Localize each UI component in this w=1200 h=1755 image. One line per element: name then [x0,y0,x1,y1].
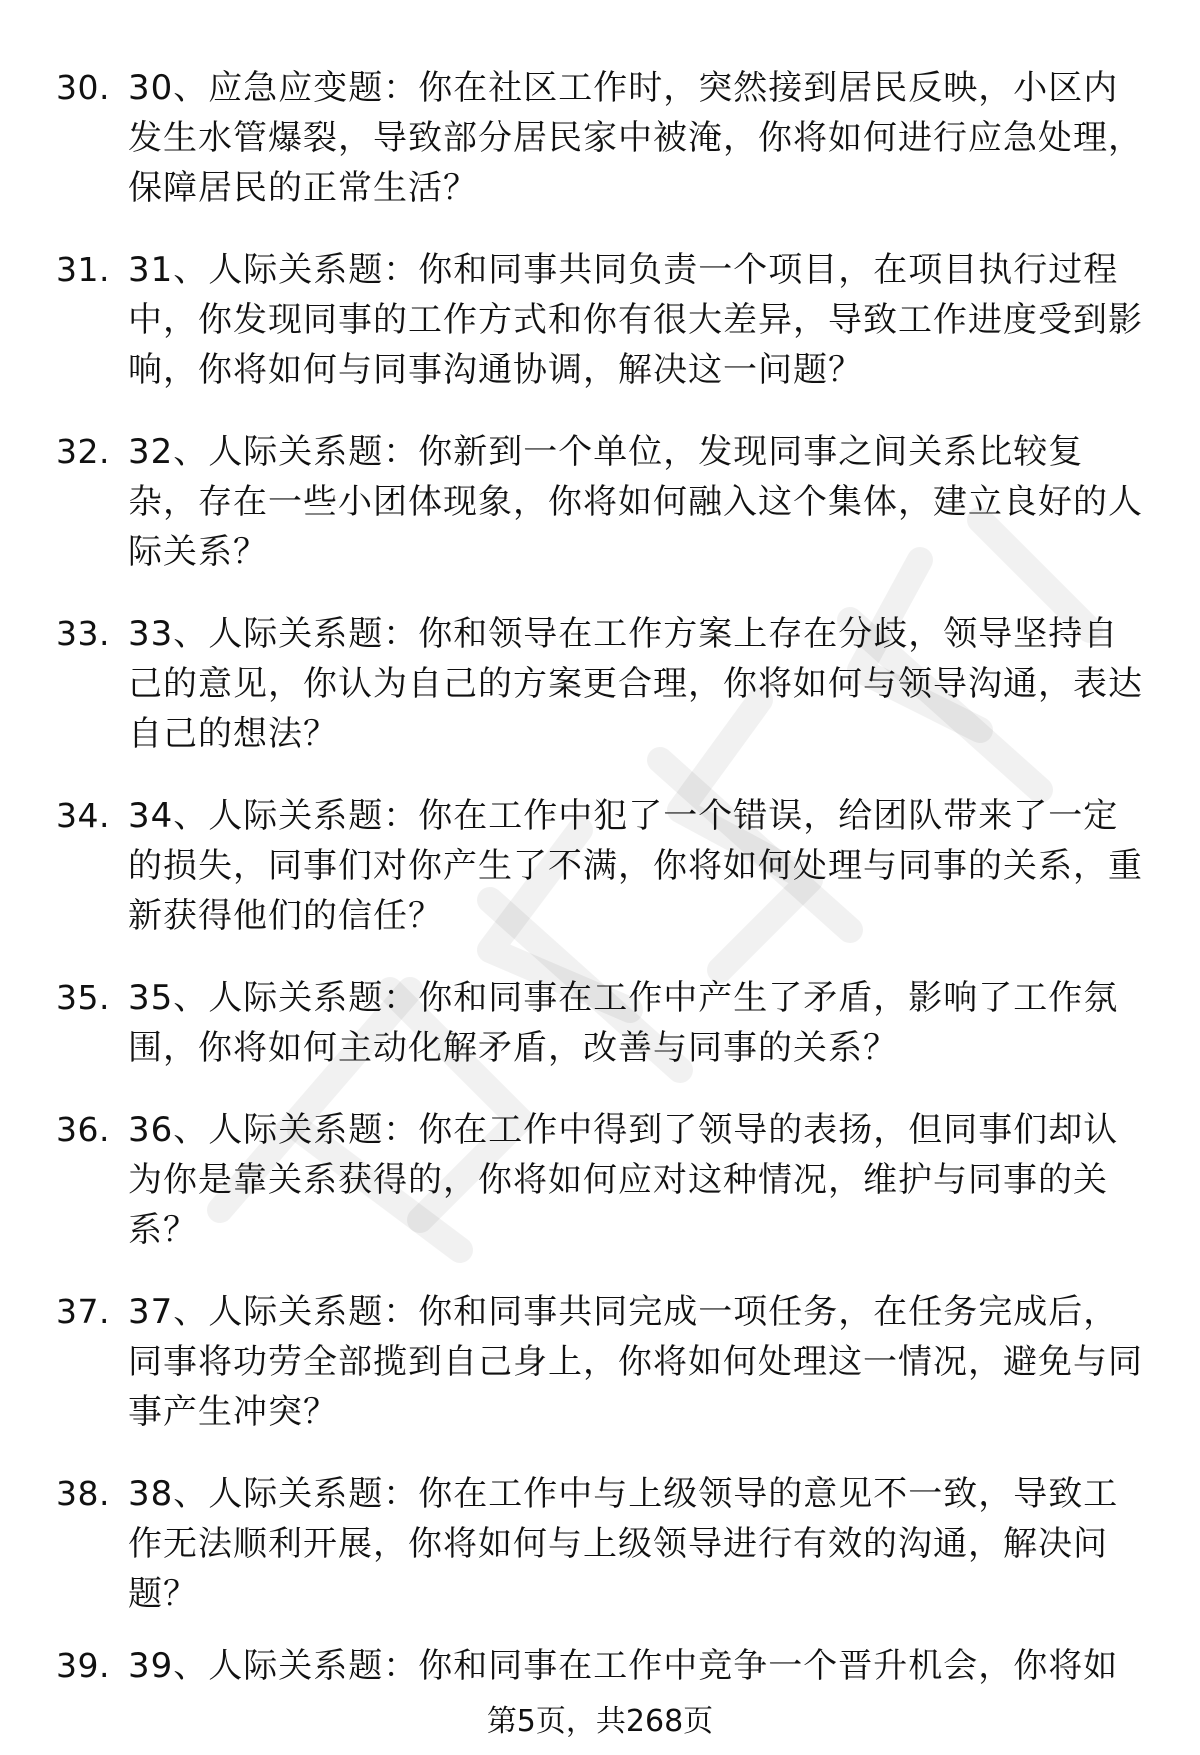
question-text: 39、人际关系题：你和同事在工作中竞争一个晋升机会，你将如 [128,1646,1119,1686]
question-number: 39. [56,1646,110,1685]
question-text: 38、人际关系题：你在工作中与上级领导的意见不一致，导致工作无法顺利开展，你将如何与上级领导进行有效的沟通，解决问题？ [128,1474,1119,1614]
question-text: 36、人际关系题：你在工作中得到了领导的表扬，但同事们却认为你是靠关系获得的，你将如何应对这种情况，维护与同事的关系？ [128,1110,1119,1250]
question-number: 37. [56,1292,110,1331]
question-number: 33. [56,614,110,653]
question-text: 31、人际关系题：你和同事共同负责一个项目，在项目执行过程中，你发现同事的工作方式和你有很大差异，导致工作进度受到影响，你将如何与同事沟通协调，解决这一问题？ [128,250,1143,390]
question-number: 30. [56,68,110,107]
question-number: 32. [56,432,110,471]
question-text: 33、人际关系题：你和领导在工作方案上存在分歧，领导坚持自己的意见，你认为自己的方案更合理，你将如何与领导沟通，表达自己的想法？ [128,614,1143,754]
question-number: 35. [56,978,110,1017]
question-text: 37、人际关系题：你和同事共同完成一项任务，在任务完成后，同事将功劳全部揽到自己身上，你将如何处理这一情况，避免与同事产生冲突？ [128,1292,1143,1432]
question-number: 34. [56,796,110,835]
question-text: 34、人际关系题：你在工作中犯了一个错误，给团队带来了一定的损失，同事们对你产生了不满，你将如何处理与同事的关系，重新获得他们的信任？ [128,796,1143,936]
page-number: 第5页，共268页 [486,1704,714,1739]
question-number: 38. [56,1474,110,1513]
question-number: 31. [56,250,110,289]
question-text: 32、人际关系题：你新到一个单位，发现同事之间关系比较复杂，存在一些小团体现象，你将如何融入这个集体，建立良好的人际关系？ [128,432,1143,572]
question-text: 30、应急应变题：你在社区工作时，突然接到居民反映，小区内发生水管爆裂，导致部分居民家中被淹，你将如何进行应急处理，保障居民的正常生活？ [128,68,1143,208]
question-number: 36. [56,1110,110,1149]
question-text: 35、人际关系题：你和同事在工作中产生了矛盾，影响了工作氛围，你将如何主动化解矛盾，改善与同事的关系？ [128,978,1119,1068]
